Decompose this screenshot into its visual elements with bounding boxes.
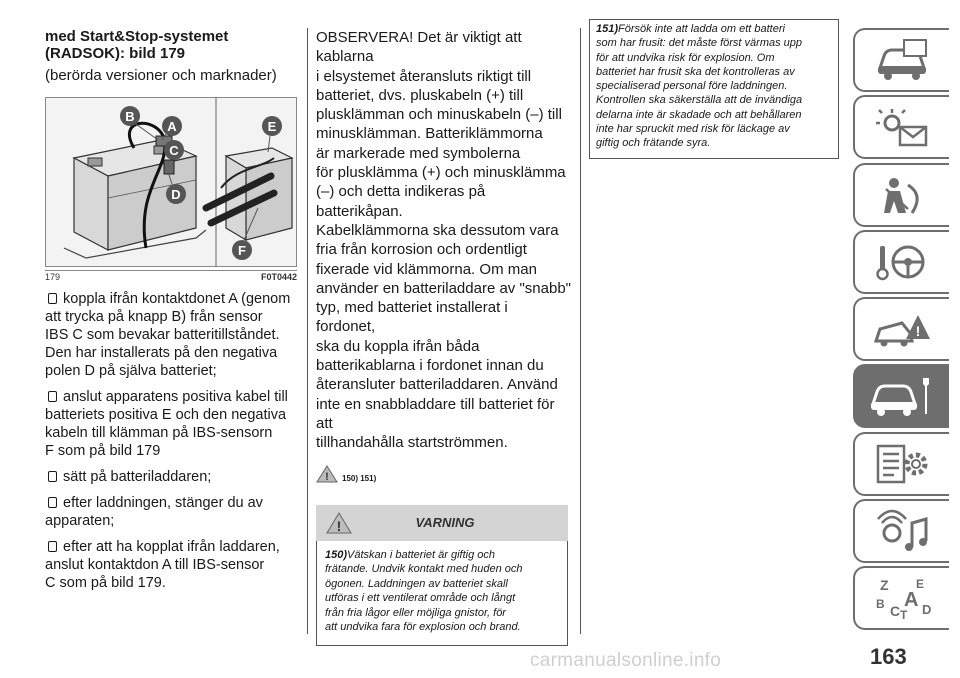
text-line: återansluter batteriladdaren. Använd (316, 376, 558, 394)
warning-header (316, 505, 568, 541)
bullet-item (45, 494, 300, 530)
note-number: 151) (596, 23, 619, 35)
bullet-line: kabeln till klämman på IBS-sensorn (45, 425, 273, 441)
section-subheading: (berörda versioner och marknader) (45, 67, 277, 84)
steering-wheel-key-icon (872, 240, 932, 284)
tab-emergency[interactable] (853, 297, 949, 361)
column-divider-2 (580, 28, 581, 634)
bullet-line: polen D på själva batteriet; (45, 363, 217, 379)
warning-block (316, 505, 568, 646)
tab-multimedia[interactable] (853, 499, 949, 563)
observation-paragraph (316, 28, 571, 453)
note-line: för att undvika risk för explosion. Om (596, 51, 775, 64)
figure-number: 179 (45, 272, 61, 282)
warning-line: utföras i ett ventilerat område och långt (325, 592, 516, 605)
bullet-line: att trycka på knapp B) från sensor (45, 309, 263, 325)
svg-text:!: ! (325, 470, 329, 483)
bullet-line: anslut kontaktdon A till IBS-sensor (45, 557, 265, 573)
svg-text:!: ! (336, 517, 342, 534)
bullet-line: koppla ifrån kontaktdonet A (genom (63, 291, 291, 307)
note-line: inte har spruckit med risk för läckage av (596, 123, 790, 136)
warning-number: 150) (325, 548, 348, 561)
warning-line: Vätskan i batteriet är giftig och (347, 548, 495, 561)
tab-dashboard[interactable] (853, 28, 949, 92)
checkbox-bullet-icon (48, 391, 57, 402)
heading-line-2: (RADSOK): bild 179 (45, 45, 186, 62)
text-line: batteriet, dvs. pluskabeln (+) till (316, 86, 524, 104)
specifications-gear-icon (872, 442, 932, 486)
index-alphabet-icon (872, 576, 932, 620)
text-line: ska du koppla ifrån båda (316, 337, 480, 355)
bullet-line: batteriets positiva E och den negativa (45, 407, 287, 423)
bullet-item (45, 388, 300, 460)
footnote-references (316, 465, 571, 483)
bullet-item (45, 538, 300, 592)
bullet-line: apparaten; (45, 513, 115, 529)
multimedia-music-icon (872, 509, 932, 553)
safety-airbag-icon (872, 173, 932, 217)
tab-specifications[interactable] (853, 432, 949, 496)
svg-text:D: D (171, 187, 181, 202)
tab-maintenance[interactable] (853, 364, 949, 428)
checkbox-bullet-icon (48, 497, 57, 508)
callout-c (164, 140, 184, 160)
column-1 (45, 28, 300, 592)
text-line: plusklämman och minuskabeln (–) till (316, 106, 562, 124)
column-2 (316, 28, 571, 646)
column-3 (589, 19, 839, 159)
tab-index[interactable] (853, 566, 949, 630)
text-line: för plusklämma (+) och minusklämma (316, 164, 566, 182)
note-line: Försök inte att ladda om ett batteri (618, 23, 785, 35)
bullet-line: C som på bild 179. (45, 575, 166, 591)
text-line: minusklämman. Batteriklämmorna (316, 125, 543, 143)
text-line: fria från korrosion och ordentligt (316, 241, 527, 259)
text-line: batterikablarna i fordonet innan du (316, 357, 544, 375)
car-wrench-icon (869, 374, 935, 418)
bullet-line: F som på bild 179 (45, 443, 161, 459)
text-line: tillhandahålla startströmmen. (316, 434, 508, 452)
heading-line-1: med Start&Stop-systemet (45, 28, 229, 45)
bullet-line: anslut apparatens positiva kabel till (63, 389, 288, 405)
text-line: Kabelklämmorna ska dessutom vara (316, 221, 559, 239)
svg-text:Z: Z (880, 577, 889, 594)
note-line: giftig och frätande syra. (596, 137, 711, 150)
caution-note (589, 19, 839, 159)
figure-code: F0T0442 (260, 272, 297, 282)
text-line: (–) och detta indikeras på batterikåpan. (316, 183, 486, 220)
bullet-line: Den har installerats på den negativa (45, 345, 278, 361)
note-line: delarna inte är skadade och att behållaren (596, 108, 802, 121)
svg-text:F: F (238, 243, 246, 258)
warning-line: från fria lågor eller möjliga gnistor, för (325, 606, 506, 619)
battery-drawing-right (206, 148, 292, 240)
figure-caption (45, 270, 297, 282)
battery-illustration (46, 98, 296, 266)
text-line: typ, med batteriet installerat i fordonet, (316, 299, 508, 336)
text-line: använder en batteriladdare av "snabb" (316, 279, 571, 297)
tab-safety[interactable] (853, 163, 949, 227)
svg-text:B: B (125, 109, 135, 124)
tab-warning-lights[interactable] (853, 95, 949, 159)
bullet-line: IBS C som bevakar batteritillståndet. (45, 327, 280, 343)
note-line: batteriet har frusit ska det kontrolleras av (596, 65, 795, 78)
bullet-line: efter laddningen, stänger du av (63, 495, 263, 511)
bullet-line: sätt på batteriladdaren; (63, 469, 212, 485)
column-divider-1 (307, 28, 308, 634)
bullet-item (45, 290, 300, 380)
text-line: i elsystemet återansluts riktigt till (316, 67, 532, 85)
svg-text:E: E (267, 119, 277, 134)
text-line: fixerade vid klämmorna. Om man (316, 260, 537, 278)
checkbox-bullet-icon (48, 471, 57, 482)
note-line: specialiserad personal före laddningen. (596, 80, 788, 93)
chapter-tabs (853, 28, 949, 634)
warning-line: ögonen. Laddningen av batteriet skall (325, 577, 508, 590)
section-heading (45, 28, 300, 62)
warning-lights-icon (872, 105, 932, 149)
battery-figure (45, 97, 297, 267)
text-line: OBSERVERA! Det är viktigt att kablarna (316, 29, 522, 66)
watermark: carmanualsonline.info (530, 650, 722, 671)
svg-text:E: E (916, 577, 925, 592)
svg-text:B: B (876, 597, 885, 612)
svg-text:!: ! (915, 323, 921, 340)
svg-text:A: A (904, 589, 919, 612)
checkbox-bullet-icon (48, 293, 57, 304)
small-warning-icon (316, 465, 338, 483)
warning-title: VARNING (415, 515, 475, 531)
warning-line: att undvika fara för explosion och brand. (325, 621, 521, 634)
car-dashboard-icon (872, 38, 932, 82)
svg-text:D: D (922, 602, 932, 618)
refs-text: 150) 151) (342, 473, 377, 483)
tab-starting-driving[interactable] (853, 230, 949, 294)
text-line: inte en snabbladdare till batteriet för att (316, 395, 555, 432)
svg-text:C: C (890, 603, 901, 620)
note-line: Kontrollen ska säkerställa att de invändiga (596, 94, 803, 107)
callout-e (262, 116, 282, 152)
warning-line: frätande. Undvik kontakt med huden och (325, 563, 523, 576)
svg-text:T: T (900, 608, 908, 621)
warning-triangle-icon (326, 512, 352, 534)
bullet-item (45, 468, 300, 486)
checkbox-bullet-icon (48, 541, 57, 552)
text-line: är markerade med symbolerna (316, 144, 521, 162)
note-line: som har frusit: det måste först värmas upp (596, 37, 803, 50)
svg-text:A: A (167, 119, 177, 134)
car-crash-icon (872, 307, 932, 351)
warning-body (316, 541, 568, 646)
svg-text:C: C (169, 143, 179, 158)
bullet-line: efter att ha kopplat ifrån laddaren, (63, 539, 280, 555)
page-number: 163 (870, 644, 907, 669)
